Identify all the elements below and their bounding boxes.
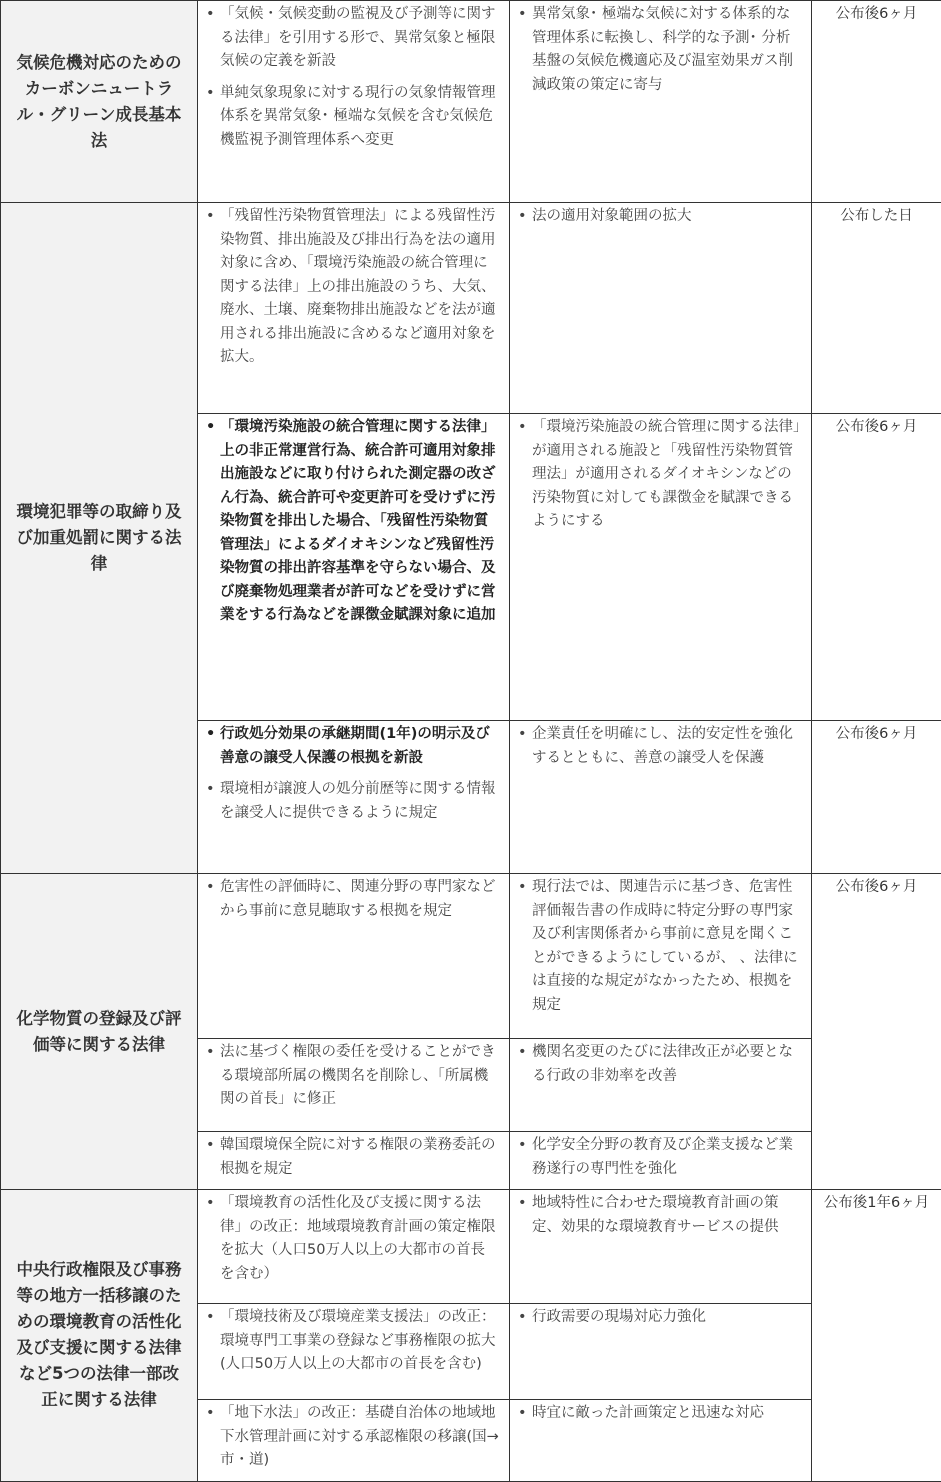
content-cell xyxy=(198,414,510,721)
content-item: • 「残留性汚染物質管理法」による残留性汚染物質、排出施設及び排出行為を法の適用対象に含め、「環境汚染施設の統合管理に関する法律」上の排出施設のうち、大気、廃水、土壌、廃棄物排出施設などを法が適用される排出施設に含めるなど適用対象を拡大。 xyxy=(204,205,499,370)
effective-date-cell xyxy=(812,414,941,721)
effect-item: • 地域特性に合わせた環境教育計画の策定、効果的な環境教育サービスの提供 xyxy=(516,1192,801,1239)
effect-list xyxy=(510,723,811,770)
effective-date: 公布後1年6ヶ月 xyxy=(824,1195,929,1211)
law-name: 中央行政権限及び事務等の地方一括移譲のための環境教育の活性化及び支援に関する法律など5つの法律一部改正に関する法律 xyxy=(17,1260,182,1409)
effective-date: 公布した日 xyxy=(840,208,913,224)
table-row xyxy=(1,1190,941,1304)
effect-cell xyxy=(510,874,812,1039)
effect-cell xyxy=(510,1400,812,1482)
effect-cell xyxy=(510,1039,812,1132)
content-list xyxy=(198,1306,509,1377)
effect-cell xyxy=(510,1304,812,1400)
effect-item: • 時宜に敵った計画策定と迅速な対応 xyxy=(516,1402,801,1426)
effect-item: • 企業責任を明確にし、法的安定性を強化するとともに、善意の譲受人を保護 xyxy=(516,723,801,770)
content-list xyxy=(198,416,509,628)
effective-date-cell xyxy=(812,1190,941,1482)
effective-date: 公布後6ヶ月 xyxy=(836,419,918,435)
effect-cell xyxy=(510,1132,812,1190)
effect-item: • 化学安全分野の教育及び企業支援など業務遂行の専門性を強化 xyxy=(516,1134,801,1181)
effect-cell xyxy=(510,1190,812,1304)
effective-date-cell xyxy=(812,874,941,1190)
effect-item: • 「環境汚染施設の統合管理に関する法律」が適用される施設と「残留性汚染物質管理法」が適用されるダイオキシンなどの汚染物質に対しても課徴金を賦課できるようにする xyxy=(516,416,801,534)
effective-date: 公布後6ヶ月 xyxy=(836,6,918,22)
content-item: • 韓国環境保全院に対する権限の業務委託の根拠を規定 xyxy=(204,1134,499,1181)
law-name: 気候危機対応のためのカーボンニュートラル・グリーン成長基本法 xyxy=(17,53,182,150)
effect-item: • 法の適用対象範囲の拡大 xyxy=(516,205,801,229)
content-cell xyxy=(198,1190,510,1304)
content-cell xyxy=(198,721,510,874)
table-row xyxy=(1,1,941,203)
content-item: • 「地下水法」の改正：基礎自治体の地域地下水管理計画に対する承認権限の移譲(国→ 市・道) xyxy=(204,1402,499,1473)
content-item: • 「環境技術及び環境産業支援法」の改正：環境専門工事業の登録など事務権限の拡大(人口50万人以上の大都市の首長を含む) xyxy=(204,1306,499,1377)
content-list xyxy=(198,1134,509,1181)
content-cell xyxy=(198,874,510,1039)
effective-date: 公布後6ヶ月 xyxy=(836,726,918,742)
effect-cell xyxy=(510,721,812,874)
content-item-bold: • 「環境汚染施設の統合管理に関する法律」上の非正常運営行為、統合許可適用対象排出施設などに取り付けられた測定器の改ざん行為、統合許可や変更許可を受けずに汚染物質を排出した場合、「残留性汚染物質管理法」によるダイオキシンなど残留性汚染物質の排出許容基準を守らない場合、及び廃棄物処理業者が許可などを受けずに営業をする行為などを課徴金賦課対象に追加 xyxy=(204,416,499,628)
content-cell xyxy=(198,1,510,203)
effect-item: • 異常気象･ 極端な気候に対する体系的な管理体系に転換し、科学的な予測･ 分析基盤の気候危機適応及び温室効果ガス削減政策の策定に寄与 xyxy=(516,3,801,97)
content-cell xyxy=(198,1039,510,1132)
law-name: 環境犯罪等の取締り及び加重処罰に関する法律 xyxy=(17,502,182,573)
effect-item: • 現行法では、関連告示に基づき、危害性評価報告書の作成時に特定分野の専門家及び利害関係者から事前に意見を聞くことができるようにしているが、 、法律には直接的な規定がなかったため、根拠を規定 xyxy=(516,876,801,1017)
content-cell xyxy=(198,1304,510,1400)
effective-date-cell xyxy=(812,1,941,203)
effect-list xyxy=(510,1402,811,1426)
effect-list xyxy=(510,1134,811,1181)
content-item-bold: • 行政処分効果の承継期間(1年)の明示及び善意の譲受人保護の根拠を新設 xyxy=(204,723,499,770)
content-item: • 環境相が譲渡人の処分前歴等に関する情報を譲受人に提供できるように規定 xyxy=(204,778,499,825)
effect-list xyxy=(510,1192,811,1239)
content-item: • 法に基づく権限の委任を受けることができる環境部所属の機関名を削除し、「所属機関の首長」に修正 xyxy=(204,1041,499,1112)
effect-cell xyxy=(510,203,812,414)
law-name-cell xyxy=(1,203,198,874)
effect-list xyxy=(510,876,811,1017)
effect-list xyxy=(510,1306,811,1330)
table-row xyxy=(1,874,941,1039)
content-item: • 単純気象現象に対する現行の気象情報管理体系を異常気象･ 極端な気候を含む気候危機監視予測管理体系へ変更 xyxy=(204,82,499,153)
law-name-cell xyxy=(1,1,198,203)
effect-list xyxy=(510,416,811,534)
effect-cell xyxy=(510,414,812,721)
content-item: • 「気候・気候変動の監視及び予測等に関する法律」を引用する形で、異常気象と極限気候の定義を新設 xyxy=(204,3,499,74)
effective-date-cell xyxy=(812,203,941,414)
effect-item: • 行政需要の現場対応力強化 xyxy=(516,1306,801,1330)
law-name-cell xyxy=(1,1190,198,1482)
effect-item: • 機関名変更のたびに法律改正が必要となる行政の非効率を改善 xyxy=(516,1041,801,1088)
law-name: 化学物質の登録及び評価等に関する法律 xyxy=(17,1009,182,1054)
effect-list xyxy=(510,1041,811,1088)
content-item: • 「環境教育の活性化及び支援に関する法律」の改正：地域環境教育計画の策定権限を拡大（人口50万人以上の大都市の首長を含む） xyxy=(204,1192,499,1286)
law-name-cell xyxy=(1,874,198,1190)
content-list xyxy=(198,1192,509,1286)
content-cell xyxy=(198,1400,510,1482)
effect-cell xyxy=(510,1,812,203)
content-list xyxy=(198,1041,509,1112)
content-list xyxy=(198,1402,509,1473)
content-item: • 危害性の評価時に、関連分野の専門家などから事前に意見聴取する根拠を規定 xyxy=(204,876,499,923)
content-list xyxy=(198,3,509,152)
effect-list xyxy=(510,205,811,229)
effective-date-cell xyxy=(812,721,941,874)
effective-date: 公布後6ヶ月 xyxy=(836,879,918,895)
table-row xyxy=(1,203,941,414)
content-list xyxy=(198,205,509,370)
effect-list xyxy=(510,3,811,97)
content-list xyxy=(198,876,509,923)
content-cell xyxy=(198,1132,510,1190)
content-cell xyxy=(198,203,510,414)
content-list xyxy=(198,723,509,825)
